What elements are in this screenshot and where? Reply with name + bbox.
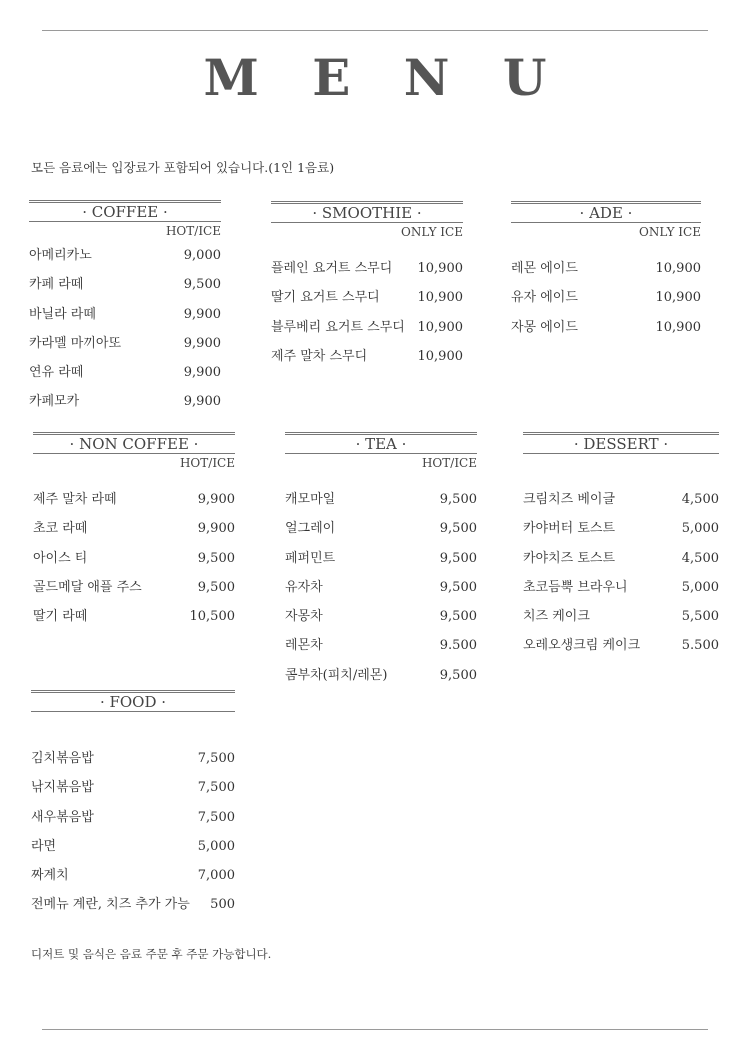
notice-text: 모든 음료에는 입장료가 포함되어 있습니다.(1인 1음료) <box>31 160 335 175</box>
footer-note: 디저트 및 음식은 음료 주문 후 주문 가능합니다. <box>31 947 272 961</box>
item-name: 카페모카 <box>29 394 80 410</box>
menu-item <box>271 318 463 347</box>
section-title: · SMOOTHIE · <box>271 201 463 223</box>
item-name: 카야버터 토스트 <box>523 521 616 537</box>
item-price: 10,500 <box>189 609 235 625</box>
item-name: 라면 <box>31 838 57 854</box>
menu-item <box>271 288 463 317</box>
menu-item <box>523 519 719 548</box>
section-subtitle: HOT/ICE <box>165 224 221 238</box>
item-price: 9,900 <box>183 394 221 410</box>
item-price: 9,500 <box>439 492 477 507</box>
section-ade <box>511 201 701 347</box>
section-subtitle: HOT/ICE <box>421 456 477 470</box>
menu-item <box>29 305 221 334</box>
item-price: 9,900 <box>183 365 221 381</box>
menu-item <box>523 607 719 636</box>
menu-item <box>523 549 719 578</box>
item-price: 9,500 <box>439 550 477 566</box>
menu-item <box>31 778 235 807</box>
menu-item <box>271 259 463 288</box>
menu-item <box>31 866 235 895</box>
menu-item <box>29 275 221 304</box>
menu-item <box>511 259 701 288</box>
menu-item <box>271 347 463 376</box>
item-price: 10,900 <box>417 261 463 276</box>
section-dessert <box>523 432 719 666</box>
item-name: 치즈 케이크 <box>523 609 590 625</box>
item-price: 7,000 <box>197 868 235 884</box>
menu-item <box>285 549 477 578</box>
item-price: 7,500 <box>197 780 235 796</box>
menu-item <box>31 895 235 924</box>
item-price: 10,900 <box>417 290 463 306</box>
section-title: · FOOD · <box>31 690 235 712</box>
item-name: 아메리카노 <box>29 248 92 263</box>
menu-item <box>31 837 235 866</box>
item-name: 제주 말차 스무디 <box>271 348 368 364</box>
item-name: 페퍼민트 <box>285 550 336 566</box>
item-name: 자몽 에이드 <box>511 319 578 335</box>
item-name: 유자차 <box>285 579 323 595</box>
item-price: 5.500 <box>681 638 719 654</box>
menu-item <box>285 607 477 636</box>
item-price: 10,900 <box>655 290 701 306</box>
menu-title: M E N U <box>203 48 565 107</box>
item-name: 카야치즈 토스트 <box>523 550 616 566</box>
item-name: 블루베리 요거트 스무디 <box>271 319 405 335</box>
menu-item <box>33 519 235 548</box>
menu-item <box>29 246 221 275</box>
item-name: 딸기 요거트 스무디 <box>271 290 380 306</box>
item-name: 크림치즈 베이글 <box>523 492 616 507</box>
item-price: 5,000 <box>681 579 719 595</box>
item-name: 자몽차 <box>285 609 323 625</box>
item-name: 카페 라떼 <box>29 277 84 293</box>
item-price: 9,500 <box>197 550 235 566</box>
section-subtitle <box>31 714 235 728</box>
section-title: · ADE · <box>511 201 701 223</box>
item-price: 500 <box>210 897 235 913</box>
item-price: 7,500 <box>197 751 235 766</box>
item-name: 레몬 에이드 <box>511 261 578 276</box>
section-noncoffee <box>33 432 235 636</box>
item-name: 새우볶음밥 <box>31 809 94 825</box>
item-name: 낚지볶음밥 <box>31 780 94 796</box>
item-price: 9,500 <box>197 579 235 595</box>
item-price: 7,500 <box>197 809 235 825</box>
menu-item <box>33 578 235 607</box>
item-price: 10,900 <box>655 261 701 276</box>
item-price: 9,900 <box>197 521 235 537</box>
menu-item <box>285 519 477 548</box>
menu-item <box>31 749 235 778</box>
item-name: 오레오생크림 케이크 <box>523 638 641 654</box>
item-name: 골드메달 애플 주스 <box>33 579 142 595</box>
section-food <box>31 690 235 925</box>
item-price: 9,900 <box>183 335 221 351</box>
section-title: · COFFEE · <box>29 200 221 222</box>
menu-item <box>285 578 477 607</box>
item-name: 유자 에이드 <box>511 290 578 306</box>
menu-item <box>33 607 235 636</box>
item-name: 딸기 라떼 <box>33 609 88 625</box>
item-name: 초코듬뿍 브라우니 <box>523 579 628 595</box>
bottom-rule <box>42 1029 708 1030</box>
item-name: 김치볶음밥 <box>31 751 94 766</box>
item-price: 10,900 <box>417 319 463 335</box>
item-price: 9.500 <box>439 638 477 654</box>
menu-item <box>29 392 221 421</box>
item-name: 짜계치 <box>31 868 69 884</box>
menu-item <box>511 288 701 317</box>
menu-item <box>285 636 477 665</box>
item-price: 10,900 <box>655 319 701 335</box>
item-name: 제주 말차 라떼 <box>33 492 117 507</box>
item-name: 플레인 요거트 스무디 <box>271 261 393 276</box>
section-subtitle <box>523 456 719 470</box>
section-title: · NON COFFEE · <box>33 432 235 454</box>
item-name: 레몬차 <box>285 638 323 654</box>
item-name: 카라멜 마끼아또 <box>29 335 122 351</box>
item-name: 초코 라떼 <box>33 521 88 537</box>
section-subtitle: ONLY ICE <box>401 225 463 239</box>
menu-item <box>33 490 235 519</box>
menu-item <box>285 490 477 519</box>
section-title: · DESSERT · <box>523 432 719 454</box>
item-price: 9,900 <box>183 306 221 322</box>
menu-item <box>29 363 221 392</box>
menu-item <box>31 808 235 837</box>
item-price: 9,500 <box>183 277 221 293</box>
item-price: 9,500 <box>439 521 477 537</box>
item-name: 콤부차(피치/레몬) <box>285 667 388 683</box>
item-price: 4,500 <box>681 550 719 566</box>
menu-item <box>29 334 221 363</box>
top-rule <box>42 30 708 31</box>
item-name: 얼그레이 <box>285 521 336 537</box>
item-name: 전메뉴 계란, 치즈 추가 가능 <box>31 897 190 913</box>
item-price: 9,900 <box>197 492 235 507</box>
menu-item <box>523 636 719 665</box>
item-price: 5,500 <box>681 609 719 625</box>
item-price: 9,500 <box>439 579 477 595</box>
menu-item <box>285 666 477 695</box>
section-subtitle: HOT/ICE <box>179 456 235 470</box>
section-tea <box>285 432 477 695</box>
item-price: 5,000 <box>197 838 235 854</box>
section-smoothie <box>271 201 463 376</box>
item-price: 5,000 <box>681 521 719 537</box>
section-subtitle: ONLY ICE <box>639 225 701 239</box>
item-price: 4,500 <box>681 492 719 507</box>
menu-item <box>523 578 719 607</box>
item-price: 9,000 <box>183 248 221 263</box>
item-name: 바닐라 라떼 <box>29 306 96 322</box>
item-price: 9,500 <box>439 609 477 625</box>
item-name: 연유 라떼 <box>29 365 84 381</box>
section-title: · TEA · <box>285 432 477 454</box>
item-name: 아이스 티 <box>33 550 88 566</box>
menu-item <box>33 549 235 578</box>
item-name: 캐모마일 <box>285 492 336 507</box>
section-coffee <box>29 200 221 422</box>
menu-item <box>511 318 701 347</box>
item-price: 9,500 <box>439 667 477 683</box>
item-price: 10,900 <box>417 348 463 364</box>
menu-item <box>523 490 719 519</box>
